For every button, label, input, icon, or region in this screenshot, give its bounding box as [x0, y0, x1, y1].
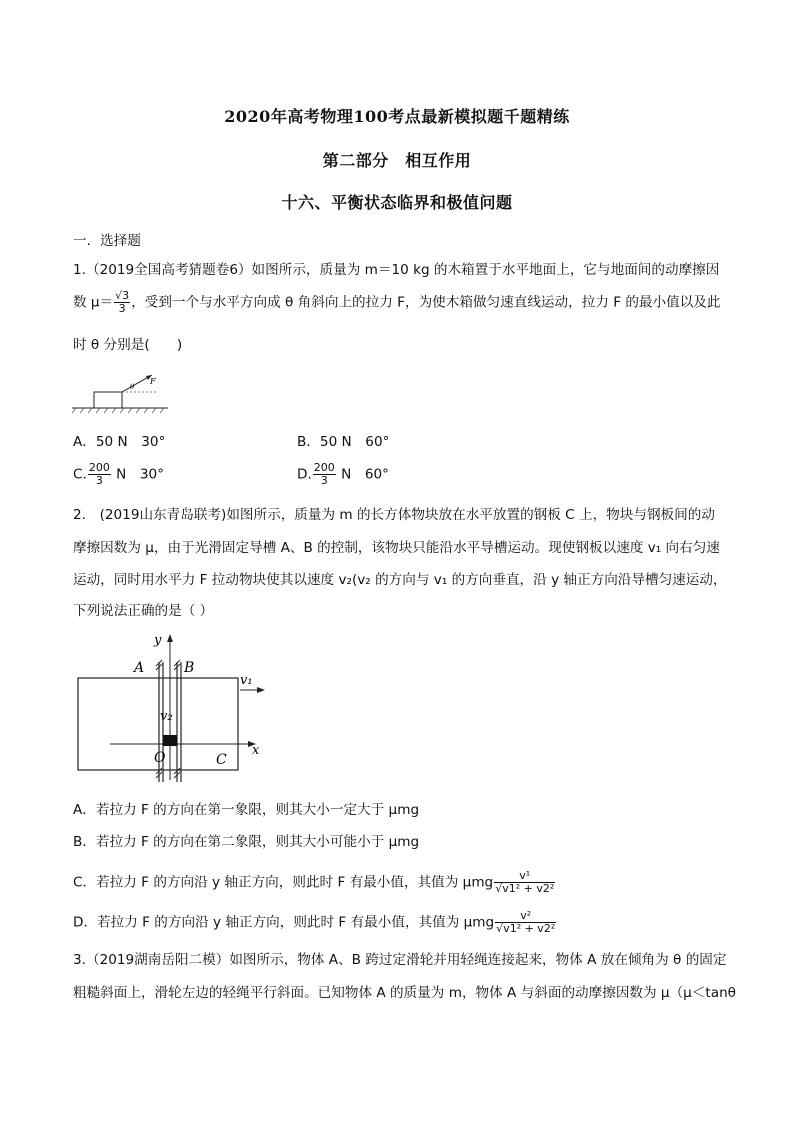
q2-text-line4: 下列说法正确的是（ ） — [73, 603, 214, 619]
q1-line2-pre: 数 μ＝ — [73, 294, 114, 311]
q2-y-axis-label: y — [154, 633, 162, 648]
q1-option-c-den: 3 — [95, 474, 103, 487]
q2-origin-label: O — [154, 750, 166, 766]
q1-option-c-post: N 30° — [111, 466, 165, 483]
q1-option-d-pre: D. — [297, 466, 312, 483]
q2-option-c — [73, 870, 729, 895]
q2-guide-b-label: B — [184, 660, 195, 676]
q2-option-a: A．若拉力 F 的方向在第一象限，则其大小一定大于 μmg — [73, 802, 420, 818]
q1-option-d-fraction — [313, 462, 336, 487]
q2-option-d-den: √v1² + v2² — [496, 922, 556, 935]
part-title: 第二部分 相互作用 — [322, 151, 472, 170]
q1-option-b: B．50 N 60° — [297, 434, 390, 450]
mu-fraction — [114, 290, 130, 315]
q1-option-d-num: 200 — [313, 461, 335, 474]
q2-text-line3: 运动，同时用水平力 F 拉动物块使其以速度 v₂(v₂ 的方向与 v₁ 的方向垂直，沿 y 轴正方向沿导槽匀速运动， — [73, 572, 727, 588]
mu-denominator: 3 — [118, 302, 126, 315]
q1-text-line1: 1.（2019全国高考猜题卷6）如图所示，质量为 m＝10 kg 的木箱置于水平地面上，它与地面间的动摩擦因 — [73, 262, 720, 278]
q2-guide-a-label: A — [134, 660, 145, 676]
q1-text-line3: 时 θ 分别是( ) — [73, 337, 183, 353]
q2-text-line2: 摩擦因数为 μ，由于光滑固定导槽 A、B 的控制，该物块只能沿水平导槽运动。现使钢板以速度 v₁ 向右匀速 — [73, 540, 720, 556]
section-label: 一．选择题 — [73, 233, 141, 249]
q2-option-c-fraction — [494, 870, 555, 895]
document-title: 2020年高考物理100考点最新模拟题千题精练 — [224, 107, 570, 126]
q3-text-line2: 粗糙斜面上，滑轮左边的轻绳平行斜面。已知物体 A 的质量为 m，物体 A 与斜面的动摩擦因数为 μ（μ＜tanθ — [73, 985, 736, 1001]
q1-option-d — [297, 462, 389, 487]
q1-text-line2 — [73, 290, 729, 315]
q2-option-d-num: v² — [495, 910, 556, 923]
q1-force-label: F — [150, 377, 156, 386]
q2-option-d-fraction — [495, 910, 556, 935]
q2-option-d — [73, 910, 729, 935]
q2-option-d-pre: D．若拉力 F 的方向沿 y 轴正方向，则此时 F 有最小值，其值为 μmg — [73, 914, 495, 931]
q2-option-c-den: √v1² + v2² — [495, 882, 555, 895]
q2-option-c-num: v¹ — [494, 870, 555, 883]
q2-x-axis-label: x — [252, 743, 260, 758]
q2-v2-label: v₂ — [160, 709, 173, 724]
q1-option-d-den: 3 — [320, 474, 328, 487]
q2-option-c-pre: C．若拉力 F 的方向沿 y 轴正方向，则此时 F 有最小值，其值为 μmg — [73, 874, 494, 891]
q1-box-diagram — [70, 370, 170, 416]
q1-option-c-fraction — [88, 462, 111, 487]
q2-option-b: B．若拉力 F 的方向在第二象限，则其大小可能小于 μmg — [73, 834, 420, 850]
mu-numerator: √3 — [115, 289, 130, 302]
q2-plate-diagram — [70, 632, 280, 782]
q1-option-c-num: 200 — [88, 461, 110, 474]
q2-plate-c-label: C — [216, 752, 227, 768]
q2-text-line1: 2. (2019山东青岛联考)如图所示，质量为 m 的长方体物块放在水平放置的钢板 C 上，物块与钢板间的动 — [73, 507, 715, 523]
q1-line2-post: ，受到一个与水平方向成 θ 角斜向上的拉力 F，为使木箱做匀速直线运动，拉力 F 的最小值以及此 — [131, 294, 721, 311]
q1-option-d-post: N 60° — [336, 466, 389, 483]
q2-v1-label: v₁ — [240, 673, 253, 688]
q1-option-c-pre: C. — [73, 466, 87, 483]
q1-option-a: A．50 N 30° — [73, 434, 166, 450]
q3-text-line1: 3.（2019湖南岳阳二模）如图所示，物体 A、B 跨过定滑轮并用轻绳连接起来，物体 A 放在倾角为 θ 的固定 — [73, 952, 727, 968]
q1-option-c — [73, 462, 164, 487]
q1-theta-label: θ — [130, 383, 135, 391]
chapter-title: 十六、平衡状态临界和极值问题 — [281, 193, 513, 212]
